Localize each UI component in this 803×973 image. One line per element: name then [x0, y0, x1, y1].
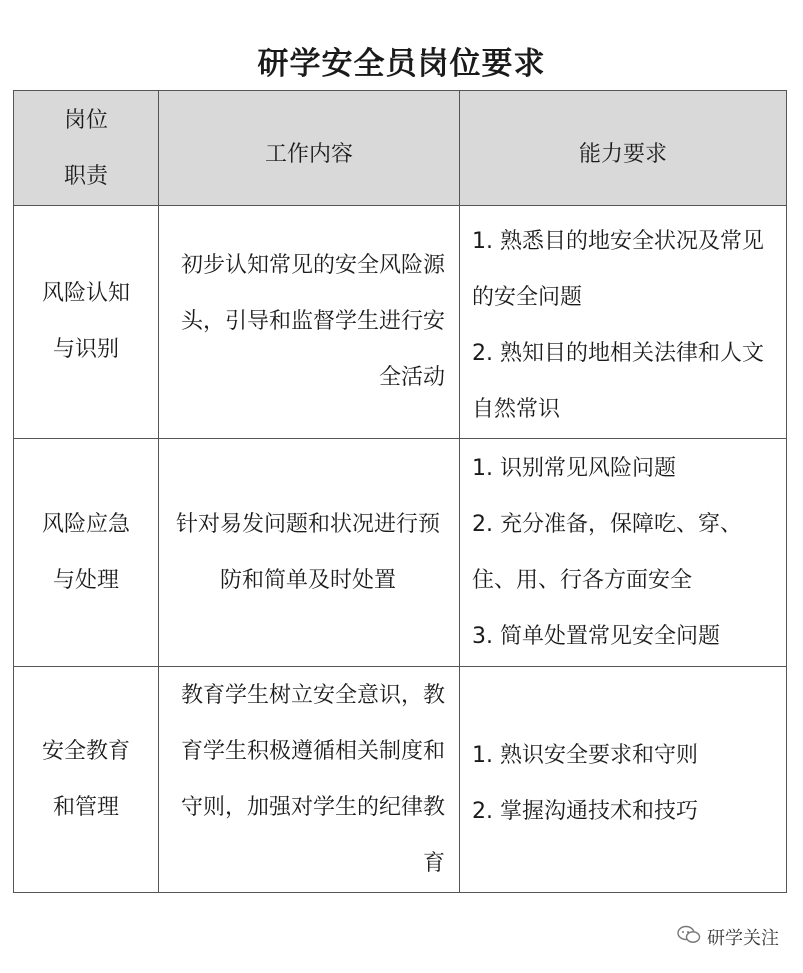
capability-item: 1. 熟识安全要求和守则	[472, 742, 698, 768]
wechat-icon	[677, 925, 701, 950]
content-cell	[159, 439, 460, 667]
table-header-row	[14, 91, 787, 206]
table-row	[14, 439, 787, 667]
header-capability: 能力要求	[460, 91, 787, 206]
content-cell	[159, 206, 460, 439]
content-cell	[159, 667, 460, 893]
capability-cell	[460, 439, 787, 667]
content-text: 针对易发问题和状况进行预防和简单及时处置	[175, 511, 440, 593]
capability-item: 1. 识别常见风险问题	[472, 455, 676, 481]
duty-text: 风险应急与处理	[41, 511, 130, 593]
table-row	[14, 206, 787, 439]
header-duty	[14, 91, 159, 206]
watermark-text: 研学关注	[707, 928, 779, 949]
duty-text: 风险认知与识别	[41, 281, 130, 362]
header-duty-line2: 职责	[63, 164, 108, 189]
duty-cell	[14, 206, 159, 439]
page-title: 研学安全员岗位要求	[257, 46, 546, 82]
header-duty-line1: 岗位	[63, 108, 108, 133]
capability-cell	[460, 667, 787, 893]
capability-item: 3. 简单处置常见安全问题	[472, 623, 720, 649]
capability-item: 2. 充分准备，保障吃、穿、住、用、行各方面安全	[472, 511, 742, 593]
duty-cell	[14, 667, 159, 893]
capability-cell	[460, 206, 787, 439]
header-content: 工作内容	[159, 91, 460, 206]
table-row	[14, 667, 787, 893]
duty-text: 安全教育和管理	[41, 738, 130, 820]
watermark	[677, 924, 779, 950]
capability-item: 2. 熟知目的地相关法律和人文自然常识	[472, 341, 764, 422]
content-text: 初步认知常见的安全风险源头，引导和监督学生进行安全活动	[180, 253, 445, 390]
capability-item: 1. 熟悉目的地安全状况及常见的安全问题	[472, 229, 764, 310]
content-text: 教育学生树立安全意识，教育学生积极遵循相关制度和守则，加强对学生的纪律教育	[180, 682, 445, 876]
requirements-table	[13, 90, 787, 893]
duty-cell	[14, 439, 159, 667]
capability-item: 2. 掌握沟通技术和技巧	[472, 798, 698, 824]
